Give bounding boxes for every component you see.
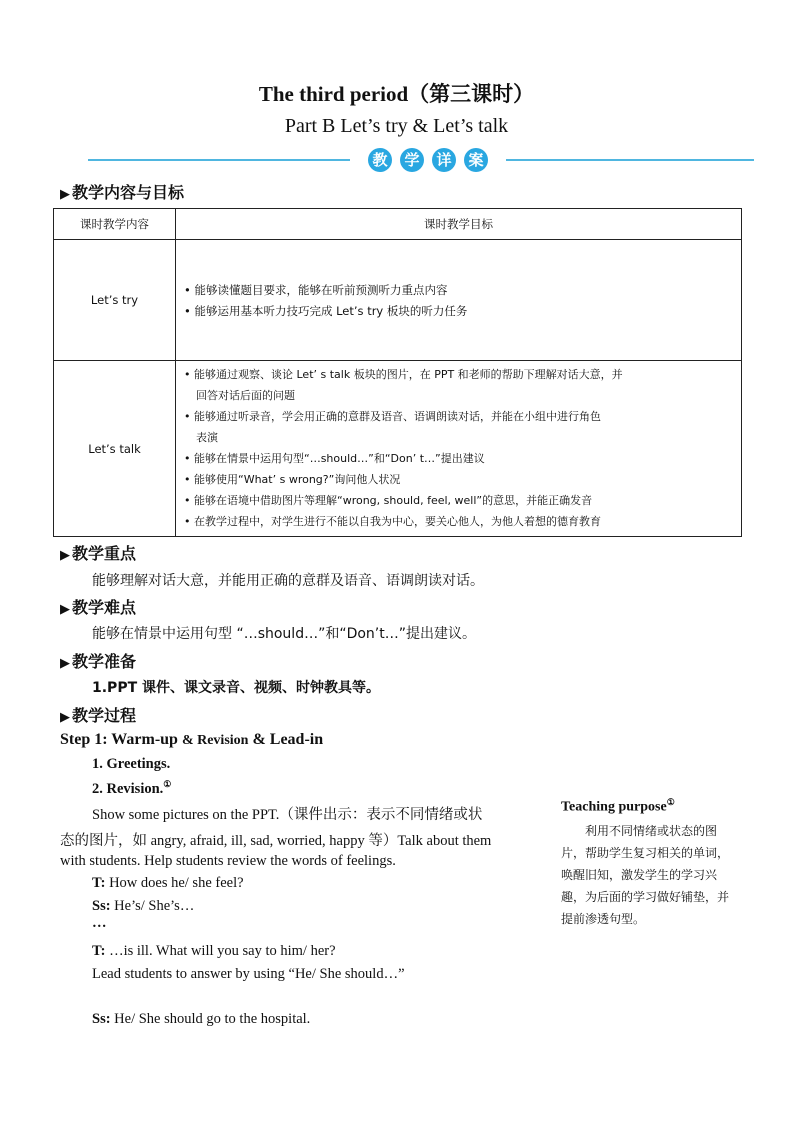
speaker-label: T:: [92, 943, 106, 959]
table-header-cell: 课时教学目标: [176, 209, 742, 240]
teaching-purpose-text: 利用不同情绪或状态的图片，帮助学生复习相关的单词，唤醒旧知，激发学生的学习兴趣，为后面的学习做好铺垫，并提前渗透句型。: [561, 824, 730, 926]
table-cell-goals: [176, 240, 742, 361]
banner-line-left: [88, 159, 350, 161]
banner: [88, 146, 754, 174]
goal-text: 在教学过程中，对学生进行不能以自我为中心，要关心他人，为他人着想的德育教育: [194, 515, 601, 528]
goal-item: [184, 386, 733, 406]
goal-item: • 能够在语境中借助图片等理解“wrong, should, feel, well”的意思，并能正确发音: [184, 494, 593, 507]
speaker-label: Ss:: [92, 898, 111, 914]
goal-item: • 能够通过观察、谈论 Let’ s talk 板块的图片，在 PPT 和老师的帮助下理解对话大意，并: [184, 368, 623, 381]
goal-text: 能够通过观察、谈论 Let’ s talk 板块的图片，在 PPT 和老师的帮助下理解对话大意，并: [194, 368, 623, 381]
banner-char: 案: [464, 148, 488, 172]
dialogue-line: [92, 943, 336, 960]
table-cell-content: Let’s talk: [54, 361, 176, 537]
goal-text: 能够通过听录音，学会用正确的意群及语音、语调朗读对话，并能在小组中进行角色: [194, 410, 601, 423]
dialogue-line: [92, 1011, 310, 1028]
banner-char: 教: [368, 148, 392, 172]
goal-item: • 能够读懂题目要求，能够在听前预测听力重点内容: [184, 282, 448, 297]
section-heading: [60, 541, 136, 564]
dialogue-text: He’s/ She’s…: [114, 898, 195, 914]
triangle-icon: ▶: [60, 602, 70, 617]
goal-item: • 在教学过程中，对学生进行不能以自我为中心，要关心他人，为他人着想的德育教育: [184, 515, 601, 528]
speaker-label: T:: [92, 875, 106, 891]
goal-item: • 能够在情景中运用句型“…should…”和“Don’ t…”提出建议: [184, 452, 485, 465]
goal-text: 表演: [196, 431, 218, 444]
goal-text: 能够在情景中运用句型“…should…”和“Don’ t…”提出建议: [194, 452, 485, 465]
page-title: The third period（第三课时）: [258, 82, 535, 106]
table-header-row: [54, 209, 742, 240]
speaker-label: Ss:: [92, 1011, 111, 1027]
goal-text: 能够读懂题目要求，能够在听前预测听力重点内容: [194, 282, 448, 297]
section-heading: [60, 180, 184, 203]
section-heading-text: 教学难点: [72, 598, 137, 617]
step-title-part: & Revision: [181, 733, 249, 748]
banner-line-right: [506, 159, 754, 161]
table-row: [54, 361, 742, 537]
teaching-purpose-title-text: Teaching purpose: [561, 799, 667, 815]
paragraph-line: Show some pictures on the PPT.（课件出示：表示不同情绪或状: [92, 807, 483, 823]
section-heading: [60, 649, 136, 672]
step-title-part: Step 1: Warm-up: [60, 731, 178, 748]
footnote-mark: ①: [163, 779, 172, 789]
paragraph-line: Lead students to answer by using “He/ She should…”: [92, 966, 405, 982]
ellipsis: …: [92, 915, 107, 931]
banner-label: [358, 146, 498, 174]
difficulties-text: 能够在情景中运用句型 “…should…”和“Don’t…”提出建议。: [92, 626, 477, 642]
table-cell-content: Let’s try: [54, 240, 176, 361]
goal-item: [184, 428, 733, 448]
dialogue-line: [92, 875, 244, 892]
goal-item: • 能够运用基本听力技巧完成 Let’s try 板块的听力任务: [184, 303, 468, 318]
paragraph-line: 态的图片，如 angry, afraid, ill, sad, worried, happy 等）Talk about them: [60, 833, 492, 849]
dialogue-text: How does he/ she feel?: [109, 875, 244, 891]
step-item: 1. Greetings.: [92, 756, 171, 772]
goal-item: • 能够通过听录音，学会用正确的意群及语音、语调朗读对话，并能在小组中进行角色: [184, 410, 601, 423]
paragraph-line: with students. Help students review the words of feelings.: [60, 853, 396, 869]
key-points-text: 能够理解对话大意，并能用正确的意群及语音、语调朗读对话。: [92, 573, 484, 589]
dialogue-line: [92, 898, 194, 915]
step-item: [92, 779, 171, 798]
triangle-icon: ▶: [60, 548, 70, 563]
dialogue-text: He/ She should go to the hospital.: [114, 1011, 311, 1027]
goal-text: 能够在语境中借助图片等理解“wrong, should, feel, well”的意思，并能正确发音: [194, 494, 593, 507]
section-heading-text: 教学重点: [72, 544, 137, 563]
section-heading-text: 教学准备: [72, 652, 137, 671]
triangle-icon: ▶: [60, 656, 70, 671]
footnote-mark: ①: [666, 797, 675, 807]
goal-text: 能够使用“What’ s wrong?”询问他人状况: [194, 473, 401, 486]
table-cell-goals: [176, 361, 742, 537]
section-heading: [60, 595, 136, 618]
step-item-text: 2. Revision.: [92, 780, 164, 797]
dialogue-text: …is ill. What will you say to him/ her?: [109, 943, 336, 959]
goal-text: 回答对话后面的问题: [196, 389, 295, 402]
goal-text: 能够运用基本听力技巧完成 Let’s try 板块的听力任务: [194, 303, 468, 318]
preparation-text: 1.PPT 课件、课文录音、视频、时钟教具等。: [92, 680, 381, 696]
section-heading: [60, 703, 136, 726]
table-header-cell: 课时教学内容: [54, 209, 176, 240]
page-subtitle: Part B Let’s try & Let’s talk: [284, 115, 509, 137]
goals-table: [53, 208, 742, 537]
banner-char: 学: [400, 148, 424, 172]
banner-char: 详: [432, 148, 456, 172]
teaching-purpose-title: [561, 797, 675, 816]
triangle-icon: ▶: [60, 710, 70, 725]
table-row: [54, 240, 742, 361]
triangle-icon: ▶: [60, 187, 70, 202]
step-title-part: & Lead-in: [252, 731, 324, 748]
section-heading-text: 教学内容与目标: [72, 183, 185, 202]
step-title: [60, 731, 323, 749]
goal-item: • 能够使用“What’ s wrong?”询问他人状况: [184, 473, 401, 486]
section-heading-text: 教学过程: [72, 706, 137, 725]
